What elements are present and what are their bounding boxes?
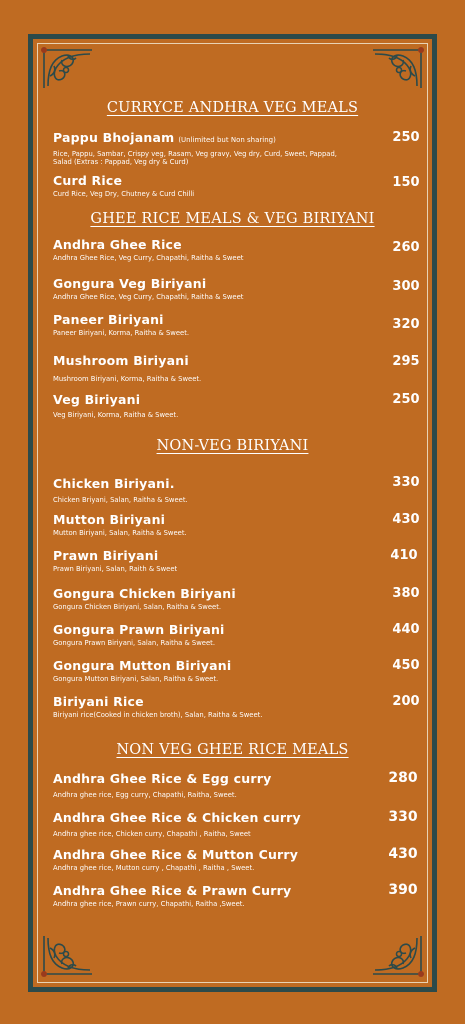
menu-item <box>53 810 419 838</box>
item-description: Andhra ghee rice, Egg curry, Chapathi, Raitha, Sweet. <box>53 791 237 799</box>
item-name: Andhra Ghee Rice <box>53 237 182 252</box>
item-note: (Unlimited but Non sharing) <box>178 136 276 144</box>
item-price: 320 <box>392 317 420 332</box>
menu-item <box>53 130 419 166</box>
item-price: 150 <box>392 175 420 190</box>
item-description: Andhra ghee rice, Prawn curry, Chapathi, Raitha ,Sweet. <box>53 900 245 908</box>
item-price: 260 <box>392 240 420 255</box>
item-price: 410 <box>390 548 418 563</box>
menu-item <box>53 658 419 683</box>
corner-ornament-icon <box>369 932 425 978</box>
menu-item <box>53 694 419 719</box>
item-name: Pappu Bhojanam <box>53 130 175 145</box>
item-description: Chicken Briyani, Salan, Raitha & Sweet. <box>53 496 188 504</box>
item-name: Gongura Veg Biriyani <box>53 276 207 291</box>
item-name: Curd Rice <box>53 173 123 188</box>
section-title: NON VEG GHEE RICE MEALS <box>116 742 349 758</box>
item-description: Paneer Biriyani, Korma, Raitha & Sweet. <box>53 329 190 337</box>
item-name: Biriyani Rice <box>53 694 144 709</box>
item-price: 450 <box>392 658 420 673</box>
item-description: Andhra ghee rice, Mutton curry , Chapathi , Raitha , Sweet. <box>53 864 255 872</box>
item-description: Mutton Biriyani, Salan, Raitha & Sweet. <box>53 529 187 537</box>
menu-item <box>53 392 419 419</box>
menu-item <box>53 237 419 262</box>
item-price: 200 <box>392 694 420 709</box>
item-name: Gongura Mutton Biriyani <box>53 658 232 673</box>
corner-ornament-icon <box>40 932 96 978</box>
item-price: 295 <box>392 354 420 369</box>
item-description: Andhra Ghee Rice, Veg Curry, Chapathi, Raitha & Sweet <box>53 293 244 301</box>
corner-ornament-icon <box>369 46 425 92</box>
menu-item <box>53 173 419 198</box>
item-name: Andhra Ghee Rice & Egg curry <box>53 771 272 786</box>
item-price: 300 <box>392 279 420 294</box>
item-price: 430 <box>388 846 418 862</box>
item-price: 390 <box>388 882 418 898</box>
item-price: 430 <box>392 512 420 527</box>
item-price: 380 <box>392 586 420 601</box>
section-title: NON-VEG BIRIYANI <box>156 438 309 454</box>
item-description: Andhra Ghee Rice, Veg Curry, Chapathi, Raitha & Sweet <box>53 254 244 262</box>
item-name: Gongura Prawn Biriyani <box>53 622 225 637</box>
item-description: Andhra ghee rice, Chicken curry, Chapathi , Raitha, Sweet <box>53 830 251 838</box>
menu-item <box>53 276 419 301</box>
menu-item <box>53 512 419 537</box>
menu-item <box>53 883 419 908</box>
section-title: CURRYCE ANDHRA VEG MEALS <box>106 100 359 116</box>
menu-item <box>53 312 419 337</box>
item-name: Prawn Biriyani <box>53 548 159 563</box>
item-description: Gongura Prawn Biriyani, Salan, Raitha & Sweet. <box>53 639 215 647</box>
item-name: Veg Biriyani <box>53 392 141 407</box>
menu-item <box>53 548 419 573</box>
item-price: 250 <box>392 392 420 407</box>
item-description: Prawn Biriyani, Salan, Raith & Sweet <box>53 565 178 573</box>
item-description: Biriyani rice(Cooked in chicken broth), Salan, Raitha & Sweet. <box>53 711 263 719</box>
menu-item <box>53 586 419 611</box>
item-name: Mushroom Biriyani <box>53 353 189 368</box>
item-description: Veg Biriyani, Korma, Raitha & Sweet. <box>53 411 179 419</box>
item-description: Curd Rice, Veg Dry, Chutney & Curd Chilli <box>53 190 195 198</box>
item-price: 330 <box>388 809 418 825</box>
item-price: 280 <box>388 770 418 786</box>
menu-item <box>53 622 419 647</box>
item-price: 250 <box>392 130 420 145</box>
item-price: 330 <box>392 475 420 490</box>
item-name: Andhra Ghee Rice & Prawn Curry <box>53 883 292 898</box>
menu-item <box>53 847 419 872</box>
section-title: GHEE RICE MEALS & VEG BIRIYANI <box>90 211 375 227</box>
item-description: Mushroom Biriyani, Korma, Raitha & Sweet. <box>53 375 202 383</box>
item-description: Gongura Chicken Biriyani, Salan, Raitha & Sweet. <box>53 603 222 611</box>
item-name: Andhra Ghee Rice & Mutton Curry <box>53 847 299 862</box>
item-name: Chicken Biriyani. <box>53 476 175 491</box>
item-name: Andhra Ghee Rice & Chicken curry <box>53 810 301 825</box>
item-price: 440 <box>392 622 420 637</box>
item-name: Paneer Biriyani <box>53 312 164 327</box>
menu-item <box>53 771 419 799</box>
item-description: Gongura Mutton Biriyani, Salan, Raitha & Sweet. <box>53 675 219 683</box>
corner-ornament-icon <box>40 46 96 92</box>
menu-item <box>53 353 419 383</box>
menu-item <box>53 476 419 504</box>
item-name: Gongura Chicken Biriyani <box>53 586 236 601</box>
item-name: Mutton Biriyani <box>53 512 166 527</box>
item-description: Rice, Pappu, Sambar, Crispy veg, Rasam, Veg gravy, Veg dry, Curd, Sweet, Pappad, Salad (Extras : Pappad, Veg dry & Curd) <box>53 150 337 166</box>
